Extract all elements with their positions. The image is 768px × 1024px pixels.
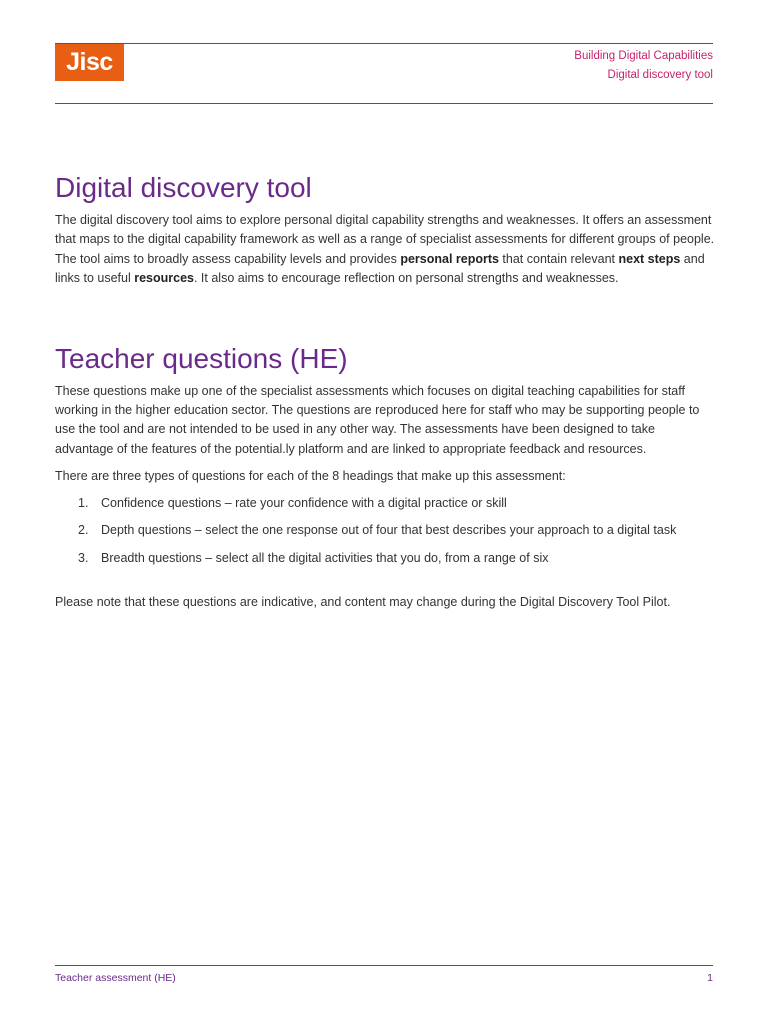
list-item-text: Confidence questions – rate your confidence with a digital practice or skill xyxy=(101,495,507,510)
intro-text-b: that contain relevant xyxy=(498,251,619,266)
main-content xyxy=(55,168,715,612)
header-line-building-digital-capabilities: Building Digital Capabilities xyxy=(574,50,713,62)
header-running-title xyxy=(574,47,713,85)
bold-resources: resources xyxy=(134,271,194,286)
section-paragraph: These questions make up one of the specialist assessments which focuses on digital teaching capabilities for staff working in the higher education sector. The questions are reproduced here for staff who may be supporting people to use the tool and are not intended to be used in any other way. The assessments have been designed to take advantage of the features of the potential.ly platform and are linked to appropriate feedback and resources. xyxy=(55,383,700,456)
page-title: Digital discovery tool xyxy=(55,172,312,203)
bold-next-steps: next steps xyxy=(618,251,681,266)
intro-paragraph xyxy=(55,211,715,289)
list-item-number: 3. xyxy=(78,550,89,565)
list-item-text: Breadth questions – select all the digital activities that you do, from a range of six xyxy=(101,550,549,565)
pilot-note: Please note that these questions are indicative, and content may change during the Digital Discovery Tool Pilot. xyxy=(55,594,671,609)
list-item-number: 2. xyxy=(78,523,89,538)
list-item xyxy=(55,521,715,540)
question-types-intro: There are three types of questions for each of the 8 headings that make up this assessment: xyxy=(55,469,566,484)
footer-title: Teacher assessment (HE) xyxy=(55,972,176,984)
intro-text-d: . It also aims to encourage reflection on personal strengths and weaknesses. xyxy=(193,271,619,286)
list-item-text: Depth questions – select the one response out of four that best describes your approach to a digital task xyxy=(101,523,677,538)
section-title: Teacher questions (HE) xyxy=(55,342,348,374)
list-item xyxy=(55,494,715,513)
list-item xyxy=(55,549,715,568)
footer-rule xyxy=(55,965,713,966)
jisc-logo: Jisc xyxy=(55,44,124,81)
intro-text-a: The digital discovery tool aims to explore personal digital capability strengths and weaknesses. It offers an assessment that maps to the digital capability framework as well as a range of specialist assessments for different groups of people. The tool aims to broadly assess capability levels and provides xyxy=(55,213,715,266)
bold-personal-reports: personal reports xyxy=(400,251,499,266)
question-types-list xyxy=(55,494,715,568)
top-rule xyxy=(55,43,713,44)
page-number: 1 xyxy=(707,972,713,984)
header-rule xyxy=(55,103,713,104)
intro-text-c: and links to useful xyxy=(55,251,705,286)
header-line-digital-discovery-tool: Digital discovery tool xyxy=(607,69,713,81)
list-item-number: 1. xyxy=(78,495,89,510)
